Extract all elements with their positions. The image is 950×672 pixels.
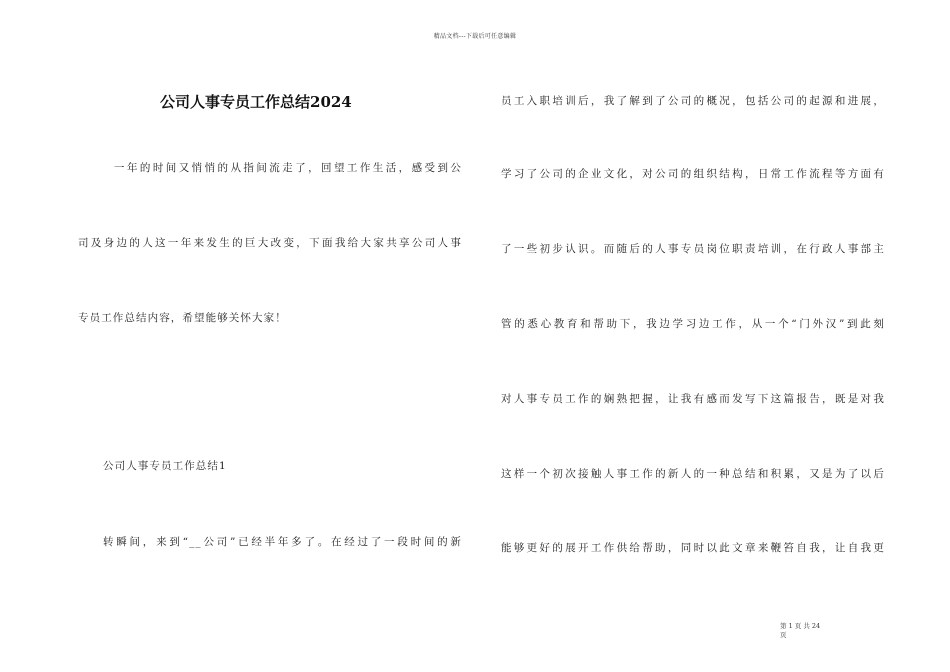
paragraph-line: 学习了公司的企业文化，对公司的组织结构，日常工作流程等方面有 <box>501 168 885 180</box>
paragraph-line: 管的悉心教育和帮助下，我边学习边工作，从一个“门外汉”到此刻 <box>501 318 885 330</box>
paragraph-line: 这样一个初次接触人事工作的新人的一种总结和积累，又是为了以后 <box>501 468 885 480</box>
paragraph-line: 了一些初步认识。而随后的人事专员岗位职责培训，在行政人事部主 <box>501 243 885 255</box>
paragraph-line: 一年的时间又悄悄的从指间流走了，回望工作生活，感受到公 <box>114 162 462 174</box>
paragraph-line: 员工入职培训后，我了解到了公司的概况，包括公司的起源和进展， <box>501 95 885 107</box>
paragraph-line: 能够更好的展开工作供给帮助，同时以此文章来鞭笞自我，让自我更 <box>501 542 885 554</box>
document-title: 公司人事专员工作总结2024 <box>160 93 352 111</box>
paragraph-line: 专员工作总结内容，希望能够关怀大家！ <box>78 312 287 324</box>
page-header: 精品文档---下载后可任意编辑 <box>433 33 517 40</box>
page-footer: 第 1 页 共 24 页 <box>780 622 821 639</box>
paragraph-line: 转瞬间，来到“__公司”已经半年多了。在经过了一段时间的新 <box>103 536 462 548</box>
paragraph-line: 对人事专员工作的娴熟把握，让我有感而发写下这篇报告，既是对我 <box>501 393 885 405</box>
section-heading: 公司人事专员工作总结1 <box>103 460 227 472</box>
paragraph-line: 司及身边的人这一年来发生的巨大改变，下面我给大家共享公司人事 <box>78 237 462 249</box>
